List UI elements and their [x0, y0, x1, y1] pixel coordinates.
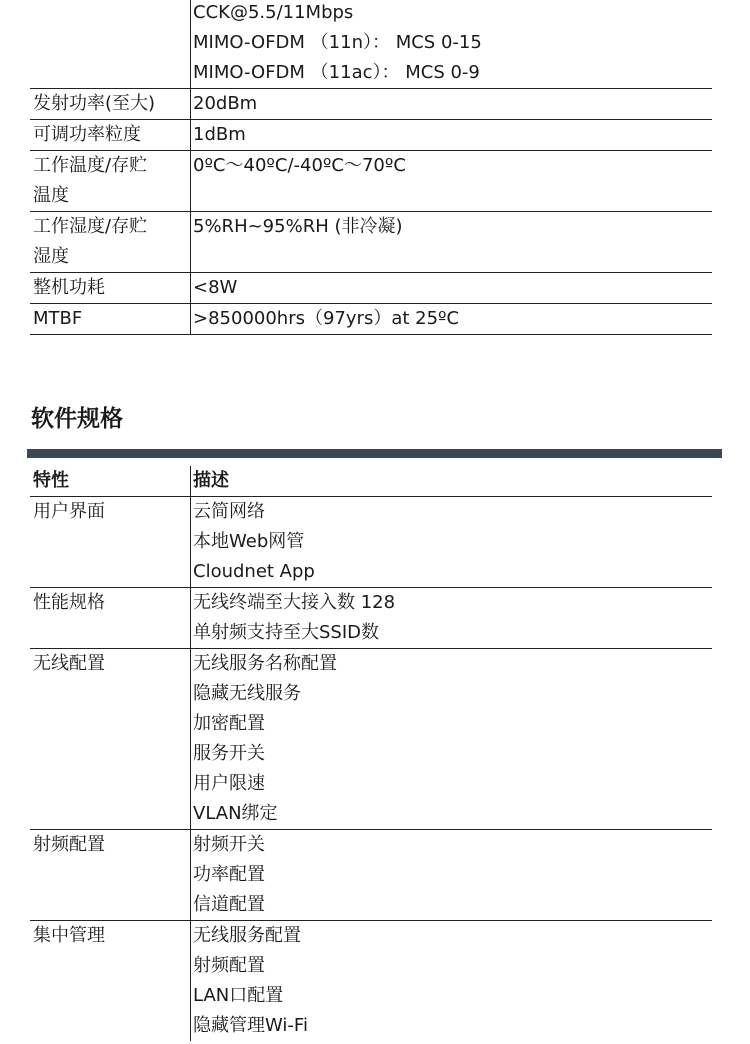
spec-value-cell [191, 921, 713, 1042]
spec-name-cell [30, 921, 191, 1042]
spec-name: 整机功耗 [33, 277, 105, 298]
table-row [30, 89, 712, 120]
spec-name-cell [30, 588, 191, 649]
spec-value: 0ºC～40ºC/-40ºC～70ºC [193, 155, 406, 176]
spec-value: 射频配置 [193, 955, 265, 976]
spec-value: 隐藏无线服务 [193, 683, 301, 704]
spec-value-cell [191, 89, 713, 120]
table-header-row [30, 466, 712, 497]
spec-value: 本地Web网管 [193, 531, 305, 552]
spec-name-cell [30, 273, 191, 304]
spec-value-cell [191, 304, 713, 335]
table-row [30, 273, 712, 304]
table-row [30, 212, 712, 273]
spec-name: 湿度 [33, 246, 69, 267]
spec-name-cell [30, 151, 191, 212]
spec-name-cell [30, 649, 191, 830]
spec-value: VLAN绑定 [193, 803, 278, 824]
spec-value-cell [191, 497, 713, 588]
spec-value: 服务开关 [193, 743, 265, 764]
spec-value: 单射频支持至大SSID数 [193, 622, 380, 643]
spec-value: 云简网络 [193, 501, 265, 522]
spec-value-cell [191, 212, 713, 273]
section-divider-bar [27, 449, 722, 458]
spec-value: 加密配置 [193, 713, 265, 734]
spec-name: 发射功率(至大) [33, 93, 156, 114]
spec-value-cell [191, 120, 713, 151]
spec-name: 无线配置 [33, 653, 105, 674]
spec-name-cell [30, 0, 191, 89]
spec-name: 可调功率粒度 [33, 124, 141, 145]
spec-name: 工作温度/存贮 [33, 155, 148, 176]
table-row [30, 921, 712, 1042]
spec-value: Cloudnet App [193, 561, 315, 582]
table-row [30, 497, 712, 588]
spec-name: 温度 [33, 185, 69, 206]
table-row [30, 0, 712, 89]
table-row [30, 830, 712, 921]
spec-value-cell [191, 649, 713, 830]
spec-value: 无线服务名称配置 [193, 653, 337, 674]
spec-value: 用户限速 [193, 773, 265, 794]
header-feature: 特性 [30, 466, 191, 497]
spec-value-cell [191, 151, 713, 212]
spec-name: 工作湿度/存贮 [33, 216, 148, 237]
spec-value-cell [191, 588, 713, 649]
spec-value: 20dBm [193, 93, 258, 114]
section-title: 软件规格 [31, 406, 123, 432]
spec-value: MIMO-OFDM （11ac）： MCS 0-9 [193, 62, 480, 83]
spec-value: CCK@5.5/11Mbps [193, 2, 354, 23]
spec-name-cell [30, 120, 191, 151]
spec-value-cell [191, 830, 713, 921]
table-row [30, 120, 712, 151]
spec-name-cell [30, 212, 191, 273]
spec-name-cell [30, 304, 191, 335]
spec-name-cell [30, 89, 191, 120]
spec-name: 性能规格 [33, 592, 105, 613]
table-row [30, 588, 712, 649]
table-row [30, 304, 712, 335]
spec-name: 射频配置 [33, 834, 105, 855]
hardware-spec-table [30, 0, 712, 335]
spec-value-cell [191, 273, 713, 304]
spec-value: 隐藏管理Wi-Fi [193, 1015, 308, 1036]
spec-name-cell [30, 830, 191, 921]
spec-value: 信道配置 [193, 894, 265, 915]
spec-name: 用户界面 [33, 501, 105, 522]
table-row [30, 649, 712, 830]
spec-value: 射频开关 [193, 834, 265, 855]
spec-value: 5%RH~95%RH (非冷凝) [193, 216, 403, 237]
spec-value: 无线服务配置 [193, 925, 301, 946]
spec-value: <8W [193, 277, 238, 298]
header-description: 描述 [193, 470, 229, 491]
spec-value: >850000hrs（97yrs）at 25ºC [193, 308, 460, 329]
spec-value: 1dBm [193, 124, 246, 145]
spec-value-cell [191, 0, 713, 89]
spec-value: MIMO-OFDM （11n）： MCS 0-15 [193, 32, 482, 53]
spec-value: 无线终端至大接入数 128 [193, 592, 396, 613]
table-row [30, 151, 712, 212]
spec-name: 集中管理 [33, 925, 105, 946]
spec-name-cell [30, 497, 191, 588]
spec-value: LAN口配置 [193, 985, 284, 1006]
spec-value: 功率配置 [193, 864, 265, 885]
software-spec-table [30, 466, 712, 1041]
spec-name: MTBF [33, 308, 83, 329]
